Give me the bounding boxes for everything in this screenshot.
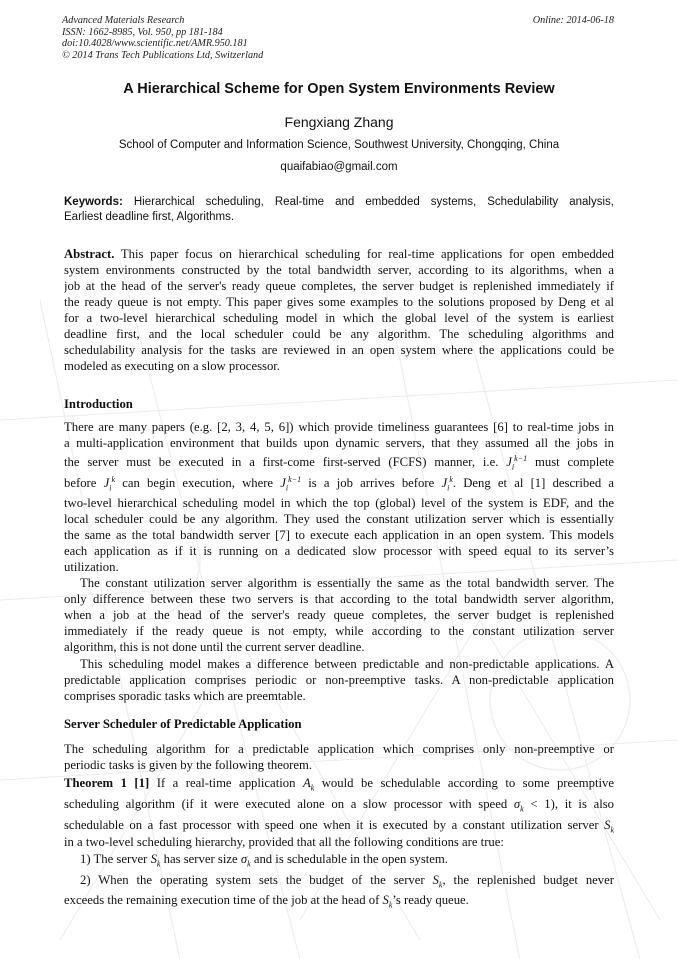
paper-title: A Hierarchical Scheme for Open System Environments Review (123, 81, 555, 97)
math-sigma: $\sigma_k$ (240, 852, 251, 869)
abstract-line: modeled as executing on a slow processor. (64, 359, 280, 373)
body-line: immediately if the ready queue is not empty, while according to the constant utilization server (64, 624, 614, 638)
math-J: $J_i^{k-1}$ (280, 474, 302, 492)
condition-line: 1) The server $S_k$ has server size $\sigma_k$ and is schedulable in the open system. (80, 852, 448, 869)
theorem-line: Theorem 1 [1] If a real-time application $A_k$ would be schedulable according to some preemptive (64, 776, 614, 792)
theorem-line: in a two-level scheduling hierarchy, provided that all the following conditions are true: (64, 835, 504, 849)
body-line: two-level hierarchical scheduling model in which the top (global) level of the system is EDF, and the (64, 496, 614, 510)
body-line: local scheduler could be any algorithm. They used the constant utilization server which is essentially (64, 512, 614, 526)
author-email[interactable]: quaifabiao@gmail.com (280, 161, 398, 173)
abstract-line: job at the head of the server's ready queue completes, the server budget is replenished immediately if (64, 279, 614, 293)
abstract-label: Abstract. (64, 247, 115, 261)
body-line: each application as if it is running on a dedicated slow processor with speed equal to its server’s (64, 544, 614, 558)
body-line: periodic tasks is given by the following theorem. (64, 758, 313, 772)
math-A: $A_k$ (302, 776, 315, 792)
math-J: $J_i^{k-1}$ (506, 453, 528, 471)
keywords-text-2: Earliest deadline first, Algorithms. (64, 211, 235, 223)
math-J: $J_i^k$ (103, 474, 116, 492)
math-S: $S_k$ (432, 873, 443, 889)
math-S: $S_k$ (382, 893, 393, 910)
body-line: the server must be executed in a first-come first-served (FCFS) manner, i.e. $J_i^{k-1}$ must complete (64, 453, 614, 471)
abstract-text: This paper focus on hierarchical scheduling for real-time applications for open embedded (120, 247, 614, 261)
body-line: The scheduling algorithm for a predictable application which comprises only non-preemptive or (64, 742, 614, 756)
abstract-line: system environments constructed by the total bandwidth server, according to its algorithms, when a (64, 263, 614, 277)
body-line: a multi-application environment that builds upon dynamic servers, that they assumed all the jobs in (64, 436, 614, 450)
abstract-line (64, 246, 614, 262)
body-line: There are many papers (e.g. [2, 3, 4, 5, 6]) which provide timeliness guarantees [6] to real-time jobs in (64, 420, 614, 434)
abstract-line: for a two-level hierarchical scheduling model in which the global level of the system is earliest (64, 311, 614, 325)
abstract-line: deadline first, and the local scheduler could be any algorithm. The scheduling algorithms and (64, 327, 614, 341)
condition-line: exceeds the remaining execution time of the job at the head of $S_k’s$ ready queue. (64, 893, 469, 910)
journal-name: Advanced Materials Research (62, 15, 185, 26)
abstract-line: the ready queue is not empty. This paper gives some examples to the solutions proposed by Deng et al (64, 295, 614, 309)
body-line: utilization. (64, 560, 119, 574)
journal-header (62, 15, 263, 61)
body-line: before $J_i^k$ can begin execution, where $J_i^{k-1}$ is a job arrives before $J_i^k$. Deng et al [1] described a (64, 474, 614, 492)
author-affiliation: School of Computer and Information Science, Southwest University, Chongqing, China (118, 139, 560, 151)
section-heading-introduction: Introduction (64, 397, 133, 411)
abstract-line: schedulability analysis for the tasks are reviewed in an open system where the applications could be (64, 343, 614, 357)
math-S: $S_k$ (150, 852, 161, 869)
body-line: predictable application comprises periodic or non-preemptive tasks. A non-predictable application (64, 673, 614, 687)
section-heading-server-scheduler: Server Scheduler of Predictable Application (64, 717, 302, 731)
body-line: the same as the total bandwidth server [7] to execute each application in an open system. This models (64, 528, 614, 542)
keywords-label: Keywords: (64, 196, 123, 208)
theorem-line: schedulable on a fast processor with speed one when it is executed by a constant utilization server $S_k$ (64, 818, 614, 834)
keywords-text: Hierarchical scheduling, Real-time and embedded systems, Schedulability analysis, (133, 196, 614, 208)
journal-copyright: © 2014 Trans Tech Publications Ltd, Switzerland (62, 49, 264, 61)
journal-issn: ISSN: 1662-8985, Vol. 950, pp 181-184 (62, 26, 223, 38)
online-date: Online: 2014-06-18 (532, 15, 614, 26)
theorem-line: scheduling algorithm (if it were executed alone on a slow processor with speed $\sigma_k < 1$), it is also (64, 797, 614, 813)
body-line: This scheduling model makes a difference between predictable and non-predictable applications. A (80, 657, 614, 671)
body-line: only difference between these two servers is that according to the total bandwidth server algorithm, (64, 592, 614, 606)
body-line: when a job at the head of the server's ready queue completes, the server budget is replenished (64, 608, 614, 622)
theorem-label: Theorem 1 [1] (64, 776, 150, 790)
author-name: Fengxiang Zhang (284, 114, 394, 130)
math-sigma: $\sigma_k < 1$ (513, 797, 551, 813)
keywords (64, 195, 614, 225)
math-J: $J_i^k$ (441, 474, 453, 492)
body-line: comprises sporadic tasks which are preemtable. (64, 689, 306, 703)
journal-doi: doi:10.4028/www.scientific.net/AMR.950.181 (62, 38, 248, 49)
condition-line: 2) When the operating system sets the budget of the server $S_k$, the replenished budget never (80, 873, 614, 889)
body-line: algorithm, this is not done until the current server deadline. (64, 640, 365, 654)
math-S: $S_k$ (604, 818, 614, 834)
body-line: The constant utilization server algorithm is essentially the same as the total bandwidth server. The (80, 576, 614, 590)
